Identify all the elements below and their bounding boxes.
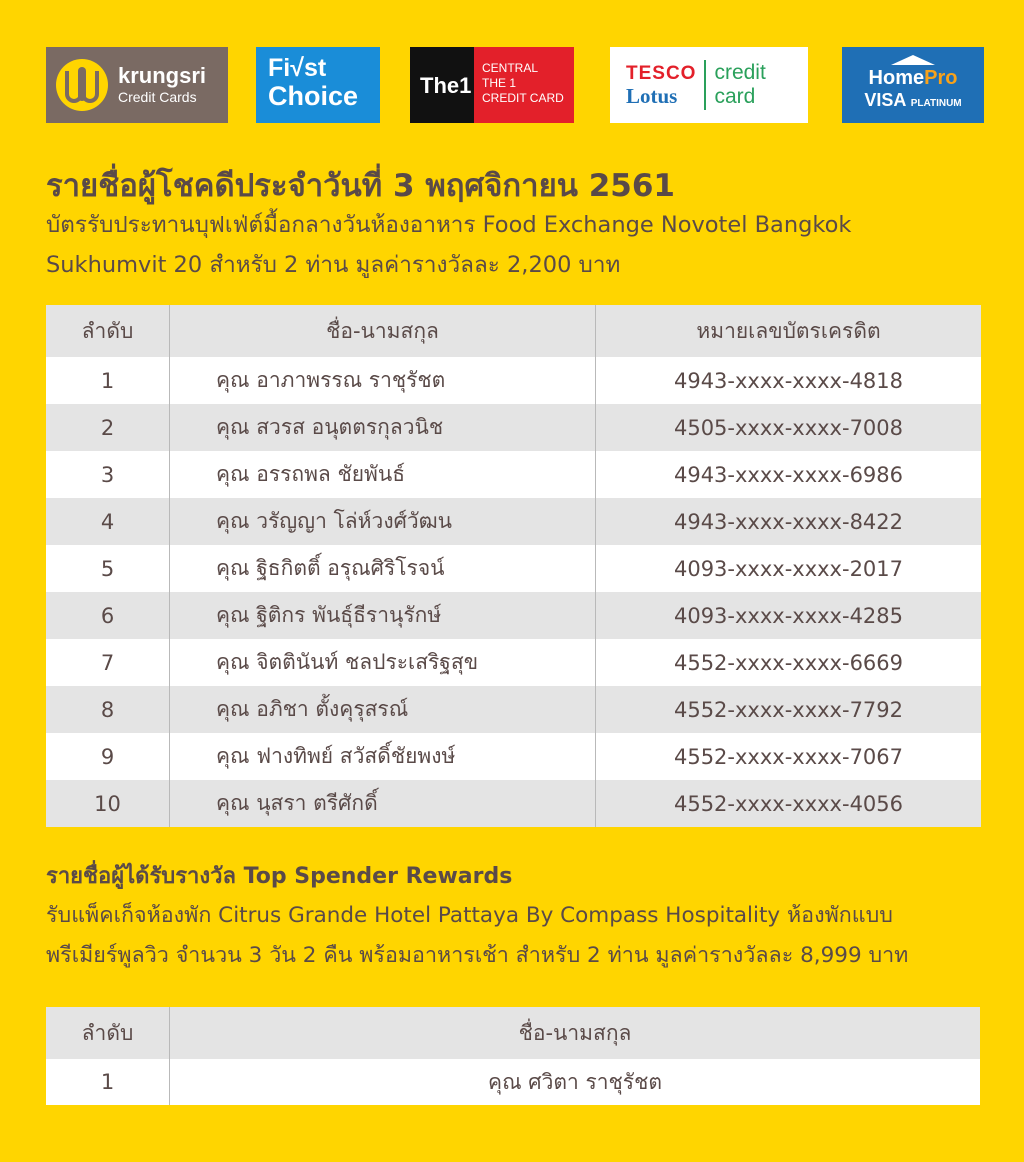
row-name: คุณ อภิชา ตั้งคุรุสรณ์ — [170, 686, 596, 733]
row-card-number: 4505-xxxx-xxxx-7008 — [596, 404, 982, 451]
prize-description — [46, 205, 986, 285]
row-card-number: 4552-xxxx-xxxx-7792 — [596, 686, 982, 733]
row-rank: 1 — [46, 1059, 170, 1105]
table-header-row — [46, 305, 981, 357]
page-title: รายชื่อผู้โชคดีประจำวันที่ 3 พฤศจิกายน 2561 — [46, 168, 675, 204]
header-rank: ลำดับ — [46, 1007, 170, 1059]
section-title-top-spender: รายชื่อผู้ได้รับรางวัล Top Spender Rewards — [46, 864, 513, 889]
table-row — [46, 780, 981, 827]
prize-description-line2: Sukhumvit 20 สำหรับ 2 ท่าน มูลค่ารางวัลละ 2,200 บาท — [46, 252, 621, 278]
the1-line1: CENTRAL — [482, 61, 539, 75]
row-rank: 1 — [46, 357, 170, 404]
prize-description-line1: บัตรรับประทานบุฟเฟ่ต์มื้อกลางวันห้องอาหาร Food Exchange Novotel Bangkok — [46, 212, 852, 238]
first-choice-line1: Fi√st — [268, 54, 327, 82]
row-rank: 2 — [46, 404, 170, 451]
row-name: คุณ อรรถพล ชัยพันธ์ — [170, 451, 596, 498]
first-choice-line2: Choice — [268, 81, 359, 111]
row-rank: 5 — [46, 545, 170, 592]
homepro-visa-logo — [842, 47, 984, 123]
table-row — [46, 1059, 980, 1105]
row-rank: 8 — [46, 686, 170, 733]
table-row — [46, 498, 981, 545]
first-choice-logo — [256, 47, 380, 123]
top-spender-description — [46, 896, 986, 976]
row-card-number: 4552-xxxx-xxxx-4056 — [596, 780, 982, 827]
homepro-name-b: Pro — [924, 67, 958, 89]
row-rank: 3 — [46, 451, 170, 498]
partner-logos — [46, 47, 986, 127]
header-name: ชื่อ-นามสกุล — [170, 305, 596, 357]
header-name: ชื่อ-นามสกุล — [170, 1007, 981, 1059]
table-header-row — [46, 1007, 980, 1059]
row-name: คุณ ฐิธกิตติ์ อรุณศิริโรจน์ — [170, 545, 596, 592]
row-rank: 7 — [46, 639, 170, 686]
row-name: คุณ วรัญญา โล่ห์วงศ์วัฒน — [170, 498, 596, 545]
table-row — [46, 592, 981, 639]
winners-table — [46, 305, 981, 827]
table-row — [46, 451, 981, 498]
the1-name: The1 — [420, 73, 472, 98]
tesco-lotus-logo — [610, 47, 808, 123]
row-card-number: 4943-xxxx-xxxx-8422 — [596, 498, 982, 545]
table-row — [46, 404, 981, 451]
row-rank: 10 — [46, 780, 170, 827]
house-roof-icon — [891, 55, 935, 65]
homepro-visa: VISA — [864, 90, 906, 110]
top-spender-description-line2: พรีเมียร์พูลวิว จำนวน 3 วัน 2 คืน พร้อมอาหารเช้า สำหรับ 2 ท่าน มูลค่ารางวัลละ 8,999 บาท — [46, 943, 909, 968]
row-name: คุณ สวรส อนุตตรกุลวนิช — [170, 404, 596, 451]
row-name: คุณ นุสรา ตรีศักดิ์ — [170, 780, 596, 827]
krungsri-logo — [46, 47, 228, 123]
table-row — [46, 357, 981, 404]
row-name: คุณ ฟางทิพย์ สวัสดิ์ชัยพงษ์ — [170, 733, 596, 780]
table-row — [46, 639, 981, 686]
table-row — [46, 733, 981, 780]
row-name: คุณ อาภาพรรณ ราชุรัชต — [170, 357, 596, 404]
row-name: คุณ ศวิตา ราชุรัชต — [170, 1059, 981, 1105]
krungsri-logo-line1: krungsri — [118, 63, 207, 88]
homepro-name-a: Home — [868, 67, 925, 89]
row-card-number: 4093-xxxx-xxxx-4285 — [596, 592, 982, 639]
the1-line3: CREDIT CARD — [482, 91, 564, 105]
row-rank: 9 — [46, 733, 170, 780]
the1-logo — [410, 47, 574, 123]
header-rank: ลำดับ — [46, 305, 170, 357]
top-spender-table — [46, 1007, 980, 1105]
row-rank: 4 — [46, 498, 170, 545]
table-row — [46, 686, 981, 733]
tesco-line4: card — [714, 85, 756, 108]
tesco-line1: TESCO — [626, 63, 697, 84]
row-card-number: 4943-xxxx-xxxx-4818 — [596, 357, 982, 404]
table-row — [46, 545, 981, 592]
row-name: คุณ จิตตินันท์ ชลประเสริฐสุข — [170, 639, 596, 686]
tesco-divider — [704, 60, 706, 110]
krungsri-logo-line2: Credit Cards — [118, 89, 197, 105]
krungsri-emblem-icon — [56, 59, 108, 111]
row-card-number: 4943-xxxx-xxxx-6986 — [596, 451, 982, 498]
tesco-line2: Lotus — [626, 84, 678, 108]
the1-line2: THE 1 — [482, 76, 517, 90]
row-card-number: 4552-xxxx-xxxx-6669 — [596, 639, 982, 686]
row-card-number: 4552-xxxx-xxxx-7067 — [596, 733, 982, 780]
homepro-tier: PLATINUM — [910, 98, 962, 109]
row-name: คุณ ฐิติกร พันธุ์ธีรานุรักษ์ — [170, 592, 596, 639]
top-spender-description-line1: รับแพ็คเก็จห้องพัก Citrus Grande Hotel Pattaya By Compass Hospitality ห้องพักแบบ — [46, 903, 893, 928]
tesco-line3: credit — [714, 61, 766, 84]
row-rank: 6 — [46, 592, 170, 639]
row-card-number: 4093-xxxx-xxxx-2017 — [596, 545, 982, 592]
header-card-number: หมายเลขบัตรเครดิต — [596, 305, 982, 357]
